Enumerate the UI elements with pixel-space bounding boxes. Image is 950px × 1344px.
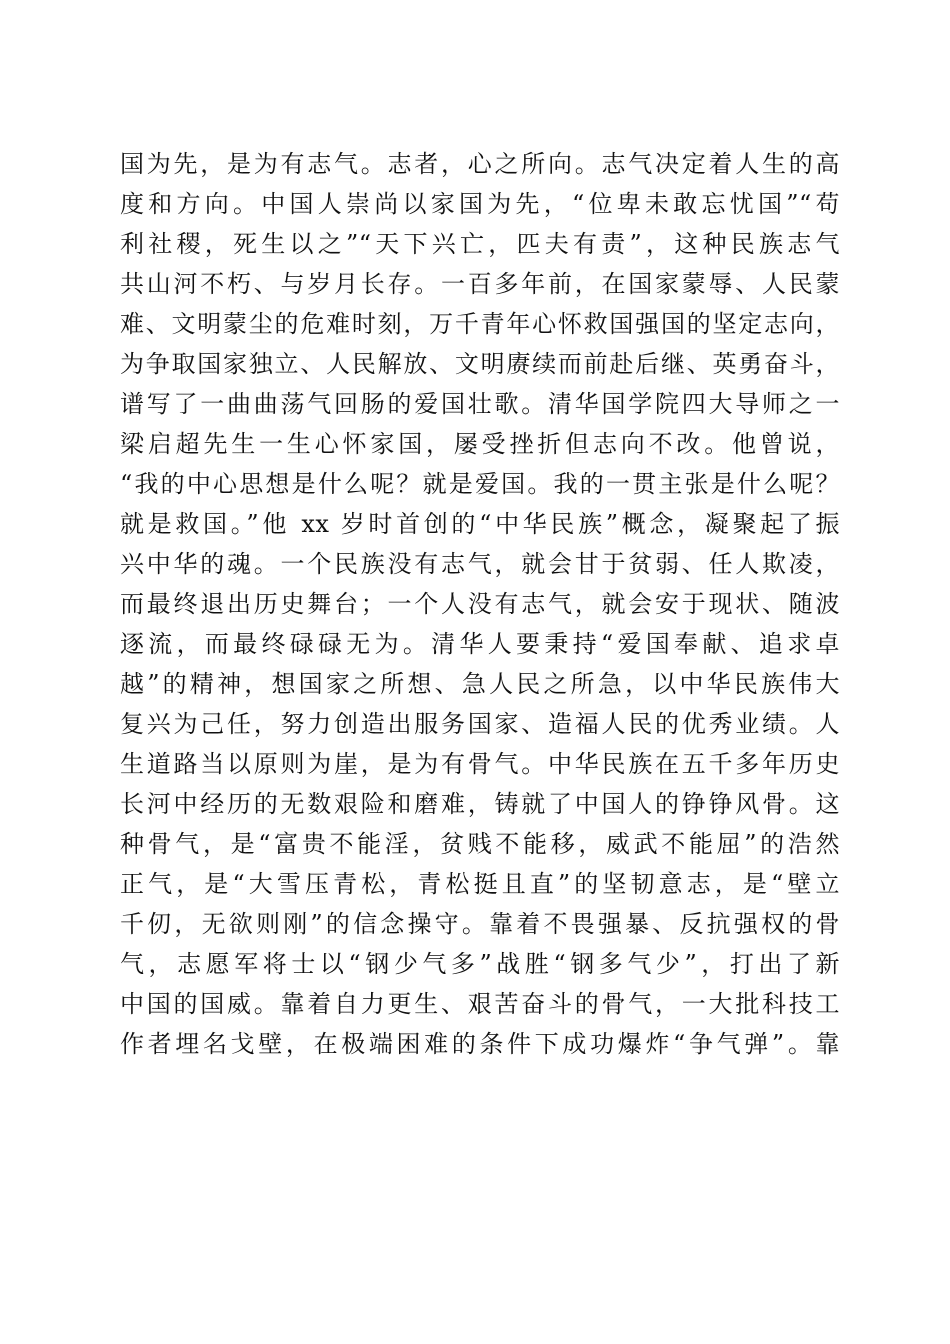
text-line: 中国的国威。靠着自力更生、艰苦奋斗的骨气，一大批科技工 xyxy=(120,990,840,1018)
text-line: 为争取国家独立、人民解放、文明赓续而前赴后继、英勇奋斗， xyxy=(120,350,840,378)
text-line: 就是救国。”他 xx 岁时首创的“中华民族”概念，凝聚起了振 xyxy=(120,510,840,538)
text-line: 兴中华的魂。一个民族没有志气，就会甘于贫弱、任人欺凌， xyxy=(120,550,840,578)
text-line: 越”的精神，想国家之所想、急人民之所急，以中华民族伟大 xyxy=(120,670,840,698)
text-line: 国为先，是为有志气。志者，心之所向。志气决定着人生的高 xyxy=(120,150,840,178)
text-line: 梁启超先生一生心怀家国，屡受挫折但志向不改。他曾说， xyxy=(120,430,840,458)
text-line: 正气，是“大雪压青松，青松挺且直”的坚韧意志，是“壁立 xyxy=(120,870,840,898)
body-text xyxy=(120,144,840,1064)
text-line: 共山河不朽、与岁月长存。一百多年前，在国家蒙辱、人民蒙 xyxy=(120,270,840,298)
text-line: 逐流，而最终碌碌无为。清华人要秉持“爱国奉献、追求卓 xyxy=(120,630,840,658)
text-line: 气，志愿军将士以“钢少气多”战胜“钢多气少”，打出了新 xyxy=(120,950,840,978)
text-line: 度和方向。中国人崇尚以家国为先，“位卑未敢忘忧国”“苟 xyxy=(120,190,840,218)
text-line: 复兴为己任，努力创造出服务国家、造福人民的优秀业绩。人 xyxy=(120,710,840,738)
text-line: 生道路当以原则为崖，是为有骨气。中华民族在五千多年历史 xyxy=(120,750,840,778)
text-line: 而最终退出历史舞台；一个人没有志气，就会安于现状、随波 xyxy=(120,590,840,618)
text-line: “我的中心思想是什么呢？就是爱国。我的一贯主张是什么呢？ xyxy=(120,470,840,498)
text-line: 长河中经历的无数艰险和磨难，铸就了中国人的铮铮风骨。这 xyxy=(120,790,840,818)
text-line: 千仞，无欲则刚”的信念操守。靠着不畏强暴、反抗强权的骨 xyxy=(120,910,840,938)
text-line: 难、文明蒙尘的危难时刻，万千青年心怀救国强国的坚定志向， xyxy=(120,310,840,338)
text-line: 作者埋名戈壁，在极端困难的条件下成功爆炸“争气弹”。靠 xyxy=(120,1030,840,1058)
text-line: 种骨气，是“富贵不能淫，贫贱不能移，威武不能屈”的浩然 xyxy=(120,830,840,858)
text-line: 谱写了一曲曲荡气回肠的爱国壮歌。清华国学院四大导师之一 xyxy=(120,390,840,418)
text-line: 利社稷，死生以之”“天下兴亡，匹夫有责”，这种民族志气 xyxy=(120,230,840,258)
